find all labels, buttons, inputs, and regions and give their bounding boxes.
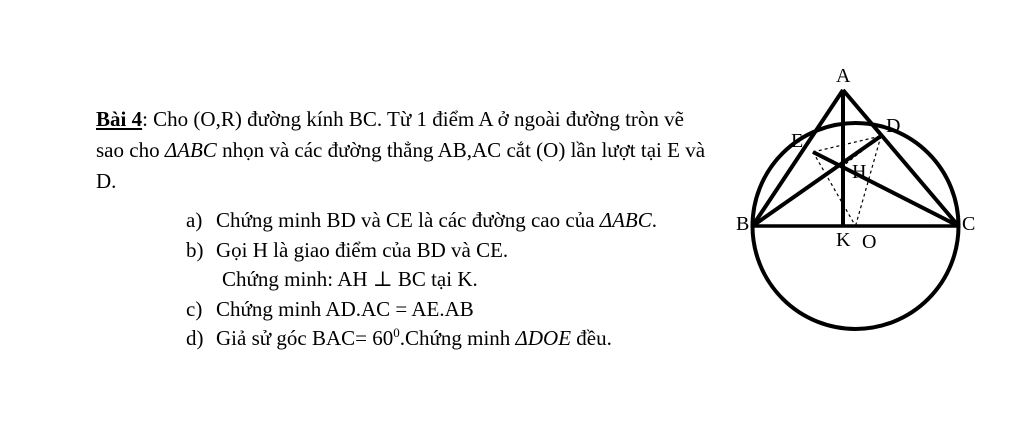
part-b: [186, 236, 716, 266]
part-d-text: Giả sử góc BAC= 60: [216, 326, 394, 350]
geometry-figure: [736, 60, 990, 330]
part-a-math: ΔABC: [599, 208, 652, 232]
part-d-degree: 0: [393, 325, 400, 340]
part-b-marker: b): [186, 237, 204, 262]
label-d: D: [886, 115, 901, 137]
problem-label: Bài 4: [96, 107, 143, 131]
problem-statement: [96, 104, 716, 354]
part-a-tail: .: [651, 208, 658, 232]
intro-text-2: nhọn và các đường thẳng AB,AC cắt (O) lần lượt tại E và D.: [96, 138, 706, 193]
part-a-marker: a): [186, 208, 203, 232]
problem-intro: [96, 104, 716, 197]
part-a-text: Chứng minh BD và CE là các đường cao của: [216, 208, 600, 232]
part-d-math: ΔDOE: [515, 326, 572, 350]
label-e: E: [791, 130, 804, 152]
label-o: O: [862, 231, 877, 253]
part-c: [186, 295, 716, 325]
label-k: K: [836, 229, 851, 251]
label-h: H: [852, 161, 867, 183]
part-c-marker: c): [186, 296, 203, 321]
part-d-marker: d): [186, 326, 204, 350]
intro-triangle-abc: ΔABC: [164, 138, 217, 162]
segment-ab: [753, 90, 844, 226]
part-d-tail: đều.: [571, 326, 612, 350]
intro-text-1: : Cho (O,R) đường kính BC. Từ 1 điểm A ở ngoài đường tròn vẽ sao cho: [96, 107, 684, 162]
part-b-text: Gọi H là giao điểm của BD và CE.: [216, 237, 509, 262]
segment-ac: [843, 90, 959, 226]
part-b-sub: Chứng minh: AH ⊥ BC tại K.: [222, 267, 478, 291]
part-a: [186, 206, 716, 236]
part-d-text-2: .Chứng minh: [399, 326, 516, 350]
label-a: A: [836, 65, 851, 87]
problem-parts: [96, 206, 716, 354]
part-c-text: Chứng minh AD.AC = AE.AB: [216, 296, 474, 321]
part-d: [186, 324, 716, 354]
label-b: B: [736, 213, 750, 235]
label-c: C: [962, 213, 976, 235]
